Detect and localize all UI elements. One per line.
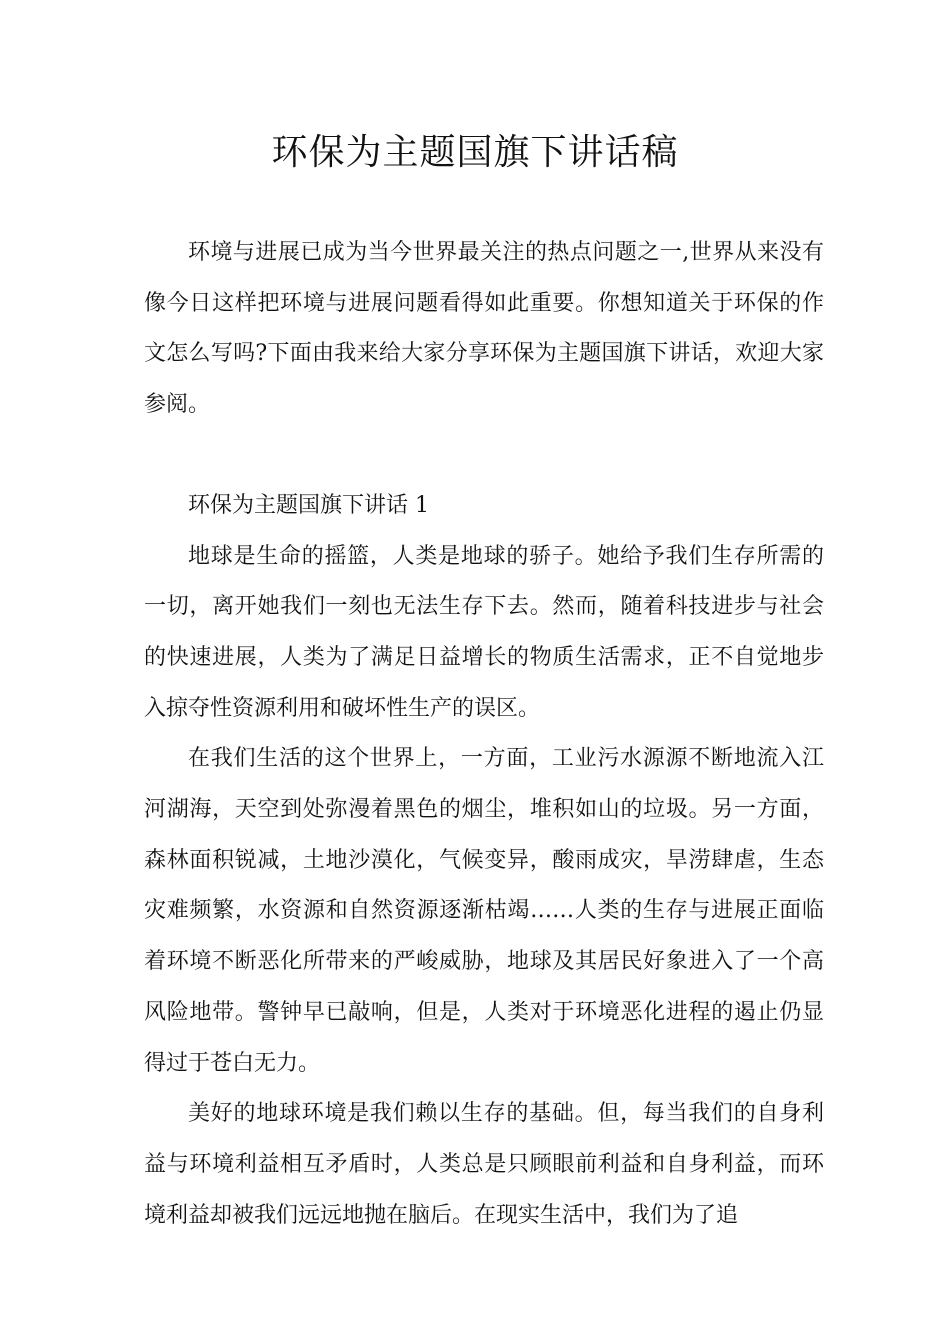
document-title: 环保为主题国旗下讲话稿 <box>271 132 679 173</box>
body-paragraph-2: 在我们生活的这个世界上，一方面，工业污水源源不断地流入江河湖海，天空到处弥漫着黑色的烟尘，堆积如山的垃圾。另一方面，森林面积锐减，土地沙漠化，气候变异，酸雨成灾，旱涝肆虐，生态灾难频繁，水资源和自然资源逐渐枯竭……人类的生存与进展正面临着环境不断恶化所带来的严峻威胁，地球及其居民好象进入了一个高风险地带。警钟早已敲响，但是，人类对于环境恶化进程的遏止仍显得过于苍白无力。 <box>144 746 824 1076</box>
body-paragraph-1: 地球是生命的摇篮，人类是地球的骄子。她给予我们生存所需的一切，离开她我们一刻也无法生存下去。然而，随着科技进步与社会的快速进展，人类为了满足日益增长的物质生活需求，正不自觉地步入掠夺性资源利用和破坏性生产的误区。 <box>144 543 824 721</box>
section-spacer <box>144 431 824 481</box>
section-heading: 环保为主题国旗下讲话 1 <box>188 492 429 518</box>
body-paragraph-3: 美好的地球环境是我们赖以生存的基础。但，每当我们的自身利益与环境利益相互矛盾时，人类总是只顾眼前利益和自身利益，而环境利益却被我们远远地抛在脑后。在现实生活中，我们为了追 <box>144 1101 824 1228</box>
document-body <box>144 228 824 1241</box>
intro-paragraph: 环境与进展已成为当今世界最关注的热点问题之一,世界从来没有像今日这样把环境与进展问题看得如此重要。你想知道关于环保的作文怎么写吗?下面由我来给大家分享环保为主题国旗下讲话，欢迎大家参阅。 <box>144 240 824 418</box>
